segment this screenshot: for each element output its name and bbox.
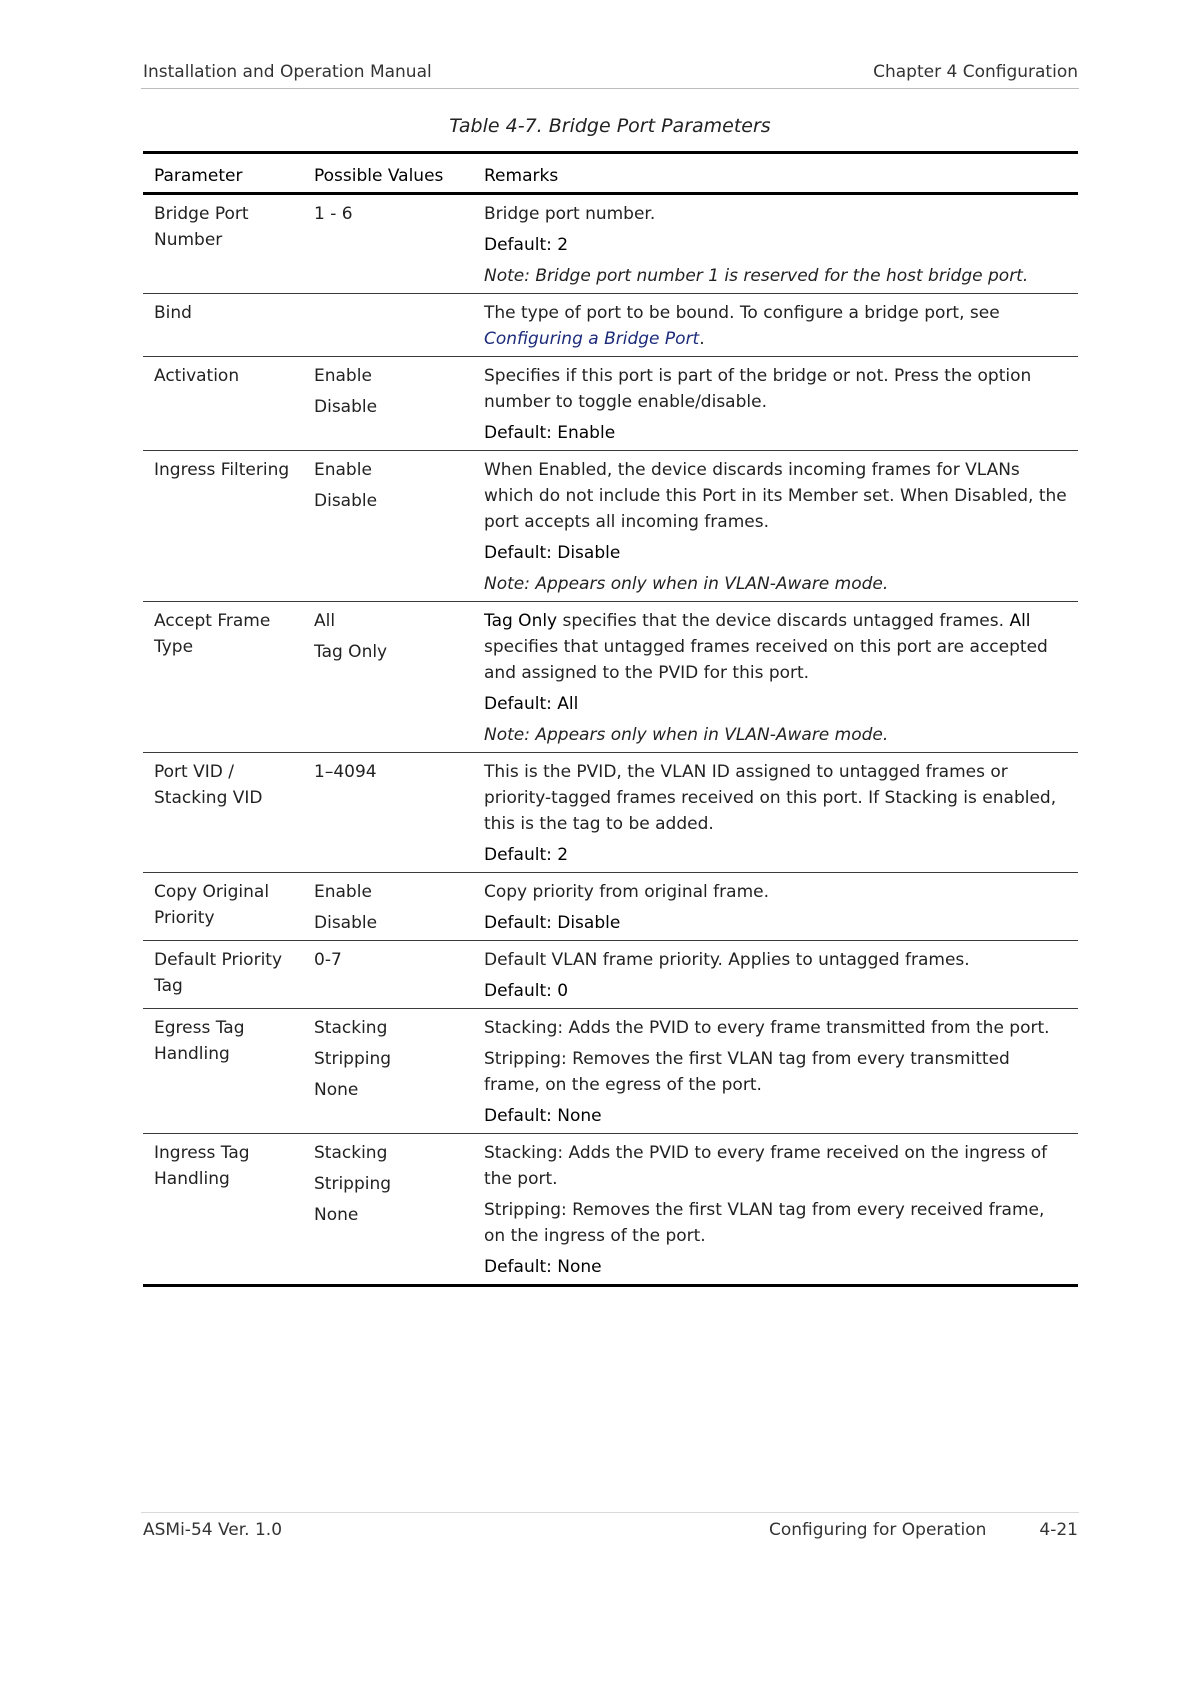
possible-values-cell: [303, 357, 473, 451]
possible-values-cell: [303, 1009, 473, 1134]
possible-value: None: [314, 1205, 359, 1225]
remarks-cell: [473, 602, 1078, 753]
remarks-cell: [473, 194, 1078, 294]
bridge-port-parameters-table: [143, 151, 1078, 1287]
parameter-name-line: Type: [154, 637, 194, 657]
default-value: Default: Disable: [484, 543, 621, 563]
column-header-remarks: Remarks: [473, 153, 1078, 194]
header-manual-title: Installation and Operation Manual: [143, 62, 432, 82]
column-header-possible-values: Possible Values: [303, 153, 473, 194]
possible-values-cell: [303, 753, 473, 873]
remark-text: Copy priority from original frame.: [484, 882, 769, 902]
remarks-cell: [473, 451, 1078, 602]
possible-value: Disable: [314, 913, 378, 933]
parameter-name-line: Bridge Port: [154, 204, 249, 224]
possible-value: All: [314, 611, 336, 631]
parameter-cell: [143, 194, 303, 294]
table-row: [143, 194, 1078, 294]
page-header: [143, 62, 1078, 82]
possible-value: Disable: [314, 397, 378, 417]
remarks-cell: [473, 941, 1078, 1009]
remarks-cell: [473, 357, 1078, 451]
footer-divider: [141, 1512, 1079, 1513]
parameter-cell: [143, 941, 303, 1009]
default-value: Default: All: [484, 694, 579, 714]
footer-page-number: 4-21: [1039, 1520, 1078, 1540]
possible-values-cell: [303, 602, 473, 753]
parameter-name-line: Number: [154, 230, 223, 250]
remark-text: Stripping: Removes the first VLAN tag from every transmitted frame, on the egress of the port.: [484, 1049, 1010, 1095]
remarks-cell: [473, 294, 1078, 357]
table-row: [143, 602, 1078, 753]
table-row: [143, 1009, 1078, 1134]
header-chapter: Chapter 4 Configuration: [873, 62, 1078, 82]
parameter-name-line: Ingress Filtering: [154, 460, 290, 480]
default-value: Default: None: [484, 1257, 602, 1277]
parameter-cell: [143, 873, 303, 941]
table-row: [143, 873, 1078, 941]
table-row: [143, 753, 1078, 873]
table-header-row: [143, 153, 1078, 194]
remark-text-part: The type of port to be bound. To configure a bridge port, see: [484, 303, 1000, 323]
possible-value: Stripping: [314, 1049, 392, 1069]
table-caption: Table 4-7. Bridge Port Parameters: [449, 115, 771, 137]
remark-text: Specifies if this port is part of the bridge or not. Press the option number to toggle enable/disable.: [484, 366, 1032, 412]
possible-value: Tag Only: [314, 642, 388, 662]
possible-value: 1 - 6: [314, 204, 353, 224]
configuring-bridge-port-link[interactable]: Configuring a Bridge Port: [484, 329, 700, 349]
table-row: [143, 1134, 1078, 1286]
table-row: [143, 451, 1078, 602]
remark-text: [484, 300, 1068, 352]
possible-value: Enable: [314, 882, 372, 902]
remark-text: Stacking: Adds the PVID to every frame transmitted from the port.: [484, 1018, 1050, 1038]
possible-value: Stripping: [314, 1174, 392, 1194]
parameter-cell: [143, 357, 303, 451]
remark-text: When Enabled, the device discards incoming frames for VLANs which do not include this Port in its Member set. When Disabled, the port accepts all incoming frames.: [484, 460, 1067, 532]
footer-section-title: Configuring for Operation: [769, 1520, 987, 1540]
default-value: Default: 2: [484, 845, 569, 865]
parameter-name-line: Accept Frame: [154, 611, 271, 631]
header-divider: [141, 88, 1079, 89]
parameter-name-line: Copy Original: [154, 882, 270, 902]
remarks-cell: [473, 1009, 1078, 1134]
footer-product-version: ASMi-54 Ver. 1.0: [143, 1520, 283, 1540]
default-value: Default: None: [484, 1106, 602, 1126]
default-value: Default: 0: [484, 981, 569, 1001]
possible-values-cell: [303, 941, 473, 1009]
possible-value: Stacking: [314, 1143, 388, 1163]
remark-text-part: .: [699, 329, 705, 349]
parameter-name-line: Port VID /: [154, 762, 234, 782]
table-row: [143, 294, 1078, 357]
possible-value: Enable: [314, 366, 372, 386]
parameter-name-line: Priority: [154, 908, 215, 928]
possible-values-cell: [303, 1134, 473, 1286]
remarks-cell: [473, 1134, 1078, 1286]
parameter-cell: [143, 602, 303, 753]
possible-values-cell: [303, 451, 473, 602]
remarks-cell: [473, 873, 1078, 941]
page-footer: [143, 1520, 1078, 1540]
parameter-cell: [143, 294, 303, 357]
default-value: Default: Enable: [484, 423, 616, 443]
parameter-name-line: Stacking VID: [154, 788, 263, 808]
default-value: Default: Disable: [484, 913, 621, 933]
possible-value: Enable: [314, 460, 372, 480]
parameter-cell: [143, 1134, 303, 1286]
parameter-name-line: Handling: [154, 1044, 230, 1064]
parameter-name-line: Bind: [154, 303, 192, 323]
remark-text: [484, 608, 1068, 686]
remark-text: This is the PVID, the VLAN ID assigned to untagged frames or priority-tagged frames received on this port. If Stacking is enabled, this is the tag to be added.: [484, 762, 1057, 834]
possible-value: 1–4094: [314, 762, 377, 782]
remark-text: Stripping: Removes the first VLAN tag from every received frame, on the ingress of the port.: [484, 1200, 1045, 1246]
column-header-parameter: Parameter: [143, 153, 303, 194]
parameter-name-line: Egress Tag: [154, 1018, 245, 1038]
parameter-name-line: Handling: [154, 1169, 230, 1189]
remark-note: Note: Appears only when in VLAN-Aware mode.: [484, 725, 889, 745]
possible-value: Disable: [314, 491, 378, 511]
table-row: [143, 357, 1078, 451]
possible-value: None: [314, 1080, 359, 1100]
remark-text: Bridge port number.: [484, 204, 656, 224]
remark-term: Tag Only: [484, 611, 558, 631]
possible-value: Stacking: [314, 1018, 388, 1038]
parameter-cell: [143, 451, 303, 602]
table-row: [143, 941, 1078, 1009]
remark-note: Note: Appears only when in VLAN-Aware mode.: [484, 574, 889, 594]
remarks-cell: [473, 753, 1078, 873]
remark-text-part: specifies that untagged frames received on this port are accepted and assigned to the PVID for this port.: [484, 637, 1048, 683]
remark-text-part: specifies that the device discards untagged frames.: [557, 611, 1010, 631]
possible-values-cell: [303, 873, 473, 941]
parameter-cell: [143, 1009, 303, 1134]
parameter-cell: [143, 753, 303, 873]
remark-term: All: [1009, 611, 1031, 631]
remark-note: Note: Bridge port number 1 is reserved for the host bridge port.: [484, 266, 1029, 286]
parameter-name-line: Default Priority: [154, 950, 283, 970]
default-value: Default: 2: [484, 235, 569, 255]
possible-value: 0-7: [314, 950, 342, 970]
possible-values-cell: [303, 294, 473, 357]
possible-values-cell: [303, 194, 473, 294]
remark-text: Stacking: Adds the PVID to every frame received on the ingress of the port.: [484, 1143, 1048, 1189]
parameter-name-line: Ingress Tag: [154, 1143, 250, 1163]
remark-text: Default VLAN frame priority. Applies to untagged frames.: [484, 950, 970, 970]
parameter-name-line: Tag: [154, 976, 183, 996]
parameter-name-line: Activation: [154, 366, 240, 386]
